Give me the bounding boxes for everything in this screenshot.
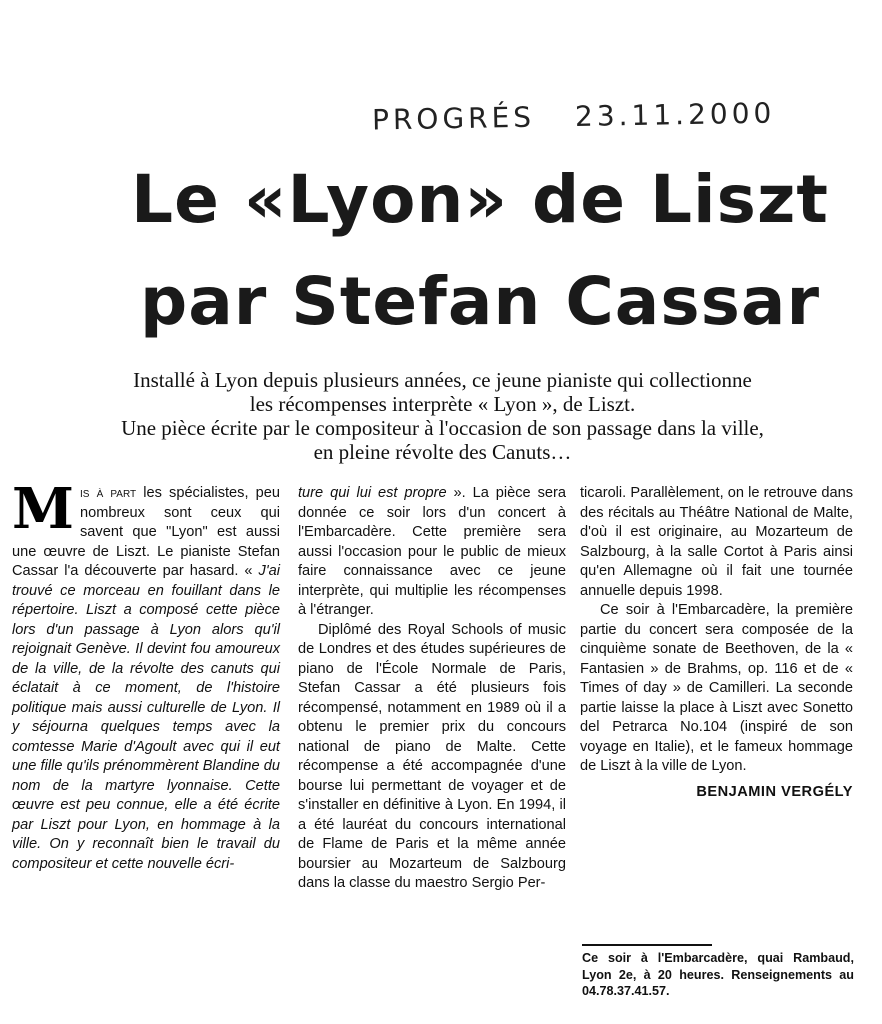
text-run: ». La pièce sera donnée ce soir lors d'un concert à l'Embarcadère. Cette première sera aussi l'occasion pour le public de mieux faire connaissance avec ce jeune interprète, qui multiplie les récompenses à l'étranger. bbox=[298, 485, 566, 618]
event-info-box: Ce soir à l'Embarcadère, quai Rambaud, Lyon 2e, à 20 heures. Renseignements au 04.78.37.41.57. bbox=[582, 951, 854, 998]
headline-line-2: par Stefan Cassar bbox=[140, 263, 820, 340]
lead-line: les récompenses interprète « Lyon », de Liszt. bbox=[249, 392, 636, 416]
handwritten-annotation bbox=[372, 96, 776, 136]
info-divider bbox=[582, 944, 712, 946]
text-run: les spécialistes, peu nombreux sont ceux qui savent que "Lyon" est aussi une œuvre de Liszt. Le pianiste Stefan Cassar l'a découverte par hasard. « bbox=[12, 485, 280, 579]
handwritten-date: 23.11.2000 bbox=[574, 96, 776, 133]
article-paragraph bbox=[298, 484, 566, 621]
article-paragraph: Diplômé des Royal Schools of music de Londres et des études supérieures de piano de l'École Normale de Paris, Stefan Cassar a été plusieurs fois récompensé, notamment en 1989 où il a obtenu le premier prix du concours national de piano de Malte. Cette récompense a été accompagnée d'une bourse lui permettant de voyager et de s'installer en définitive à Lyon. En 1994, il a été lauréat du concours international de Flame de Paris et la même année boursier au Mozarteum de Salzbourg dans la classe du maestro Sergio Per- bbox=[298, 621, 566, 891]
drop-cap: M bbox=[12, 476, 74, 542]
lead-paragraph bbox=[20, 368, 865, 464]
article-paragraph: Ce soir à l'Embarcadère, la première partie du concert sera composée de la cinquième sonate de Beethoven, de la « Fantasien » de Brahms, op. 116 et de « Times of day » de Camilleri. La seconde partie laisse la place à Liszt avec Sonetto del Petrarca No.104 (inspiré de son voyage en Italie), et le fameux hommage de Liszt à la ville de Lyon. bbox=[580, 602, 853, 774]
quote-text: ture qui lui est propre bbox=[298, 485, 447, 501]
lead-line: en pleine révolte des Canuts… bbox=[313, 440, 572, 464]
lead-line: Une pièce écrite par le compositeur à l'occasion de son passage dans la ville, bbox=[121, 416, 764, 440]
headline-line-1: Le «Lyon» de Liszt bbox=[131, 161, 829, 238]
article-paragraph: ticaroli. Parallèlement, on le retrouve dans des récitals au Théâtre National de Malte, d'où il est originaire, au Mozarteum de Salzbourg, à la salle Cortot à Paris ainsi qu'en Allemagne où il fait une tournée annuelle depuis 1998. bbox=[580, 485, 853, 599]
article-column-3 bbox=[580, 484, 853, 802]
handwritten-source: PROGRÉS bbox=[371, 100, 536, 137]
quote-text: J'ai trouvé ce morceau en fouillant dans le répertoire. Liszt a composé cette pièce lors d'un passage à Lyon alors qu'il rejoignait Genève. Il devint fou amoureux de la ville, de la révolte des canuts qui éclatait à ce moment, de l'histoire politique mais aussi culturelle de Lyon. Il y séjourna quelques temps avec la comtesse Marie d'Agoult avec qui il eut une fille qu'ils prénommèrent Blandine du nom de la martyre lyonnaise. Cette œuvre est peu connue, elle a été écrite par Liszt pour Lyon, en hommage à la ville. On y reconnaît bien le travail du compositeur et cette nouvelle écri- bbox=[12, 563, 280, 872]
article-column-1 bbox=[12, 476, 280, 874]
lead-line: Installé à Lyon depuis plusieurs années, ce jeune pianiste qui collectionne bbox=[133, 368, 752, 392]
article-paragraph bbox=[12, 476, 280, 874]
article-column-2 bbox=[298, 484, 566, 894]
opening-small-caps: is à part bbox=[80, 485, 137, 501]
author-signature: BENJAMIN VERGÉLY bbox=[696, 783, 853, 800]
